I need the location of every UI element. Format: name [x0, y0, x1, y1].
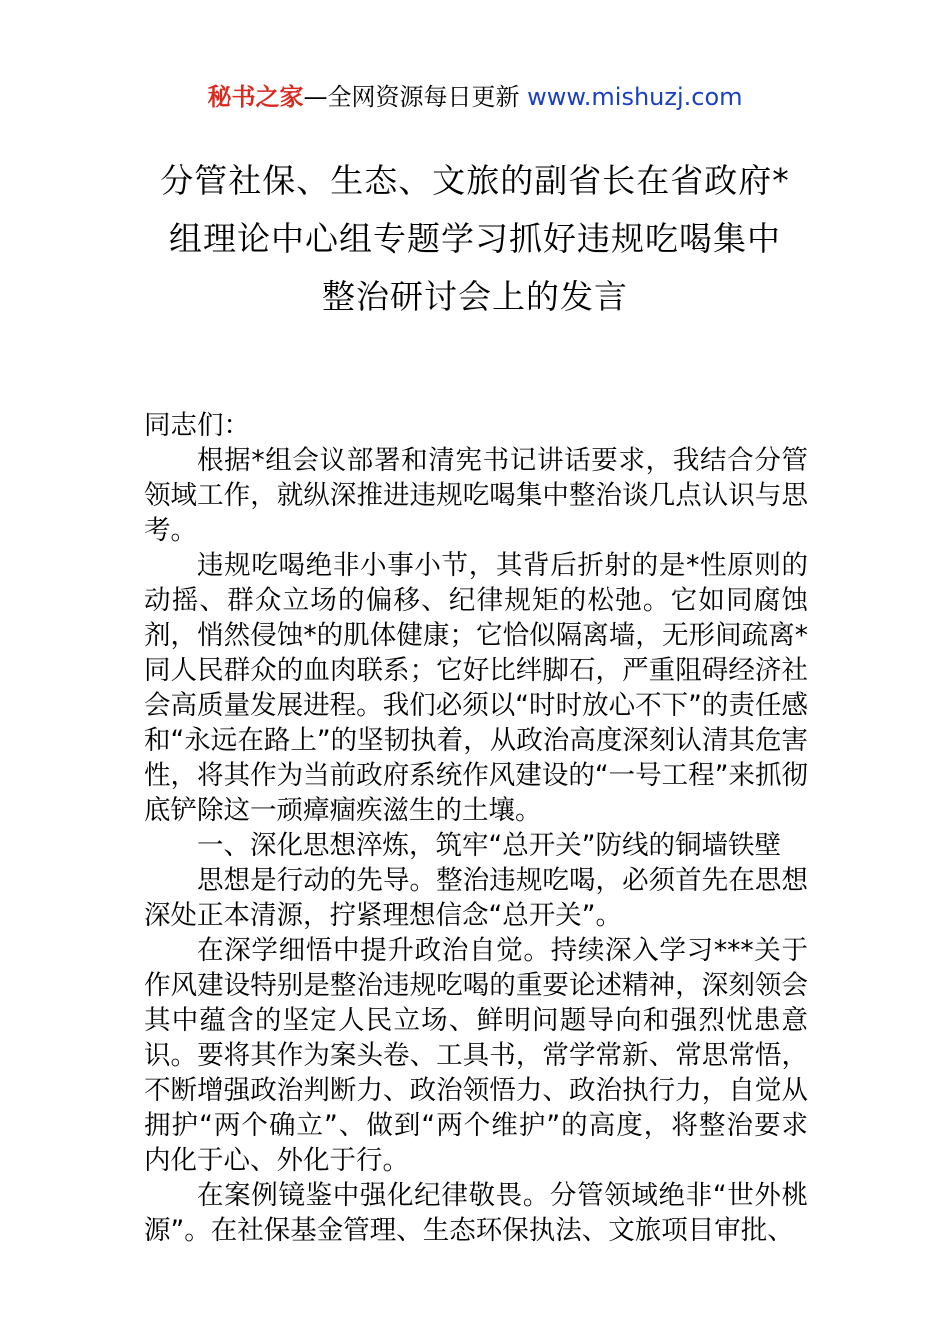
document-title [100, 152, 850, 326]
section-heading-1: 一、深化思想淬炼，筑牢“总开关”防线的铜墙铁壁 [197, 830, 781, 861]
site-brand: 秘书之家 [207, 83, 304, 111]
site-header [0, 80, 950, 114]
paragraph-cases: 在案例镜鉴中强化纪律敬畏。分管领域绝非“世外桃源”。在社保基金管理、生态环保执法、文旅项目审批、 [144, 1180, 808, 1246]
paragraph-study: 在深学细悟中提升政治自觉。持续深入学习***关于作风建设特别是整治违规吃喝的重要论述精神，深刻领会其中蕴含的坚定人民立场、鲜明问题导向和强烈忧患意识。要将其作为案头卷、工具书，常学常新、常思常悟，不断增强政治判断力、政治领悟力、政治执行力，自觉从拥护“两个确立”、做到“两个维护”的高度，将整治要求内化于心、外化于行。 [144, 935, 808, 1176]
paragraph-intro: 根据*组会议部署和清宪书记讲话要求，我结合分管领域工作，就纵深推进违规吃喝集中整治谈几点认识与思考。 [144, 445, 808, 546]
paragraph-thought: 思想是行动的先导。整治违规吃喝，必须首先在思想深处正本清源，拧紧理想信念“总开关”。 [144, 865, 808, 931]
site-url[interactable]: www.mishuzj.com [527, 83, 743, 111]
site-tagline: —全网资源每日更新 [303, 83, 528, 111]
paragraph-significance: 违规吃喝绝非小事小节，其背后折射的是*性原则的动摇、群众立场的偏移、纪律规矩的松弛。它如同腐蚀剂，悄然侵蚀*的肌体健康；它恰似隔离墙，无形间疏离*同人民群众的血肉联系；它好比绊脚石，严重阻碍经济社会高质量发展进程。我们必须以“时时放心不下”的责任感和“永远在路上”的坚韧执着，从政治高度深刻认清其危害性，将其作为当前政府系统作风建设的“一号工程”来抓彻底铲除这一顽瘴痼疾滋生的土壤。 [144, 550, 808, 826]
salutation: 同志们： [144, 410, 250, 441]
title-line-3: 整治研讨会上的发言 [322, 277, 628, 316]
title-line-1: 分管社保、生态、文旅的副省长在省政府* [160, 161, 790, 200]
document-body [144, 408, 808, 1248]
title-line-2: 组理论中心组专题学习抓好违规吃喝集中 [169, 219, 781, 258]
